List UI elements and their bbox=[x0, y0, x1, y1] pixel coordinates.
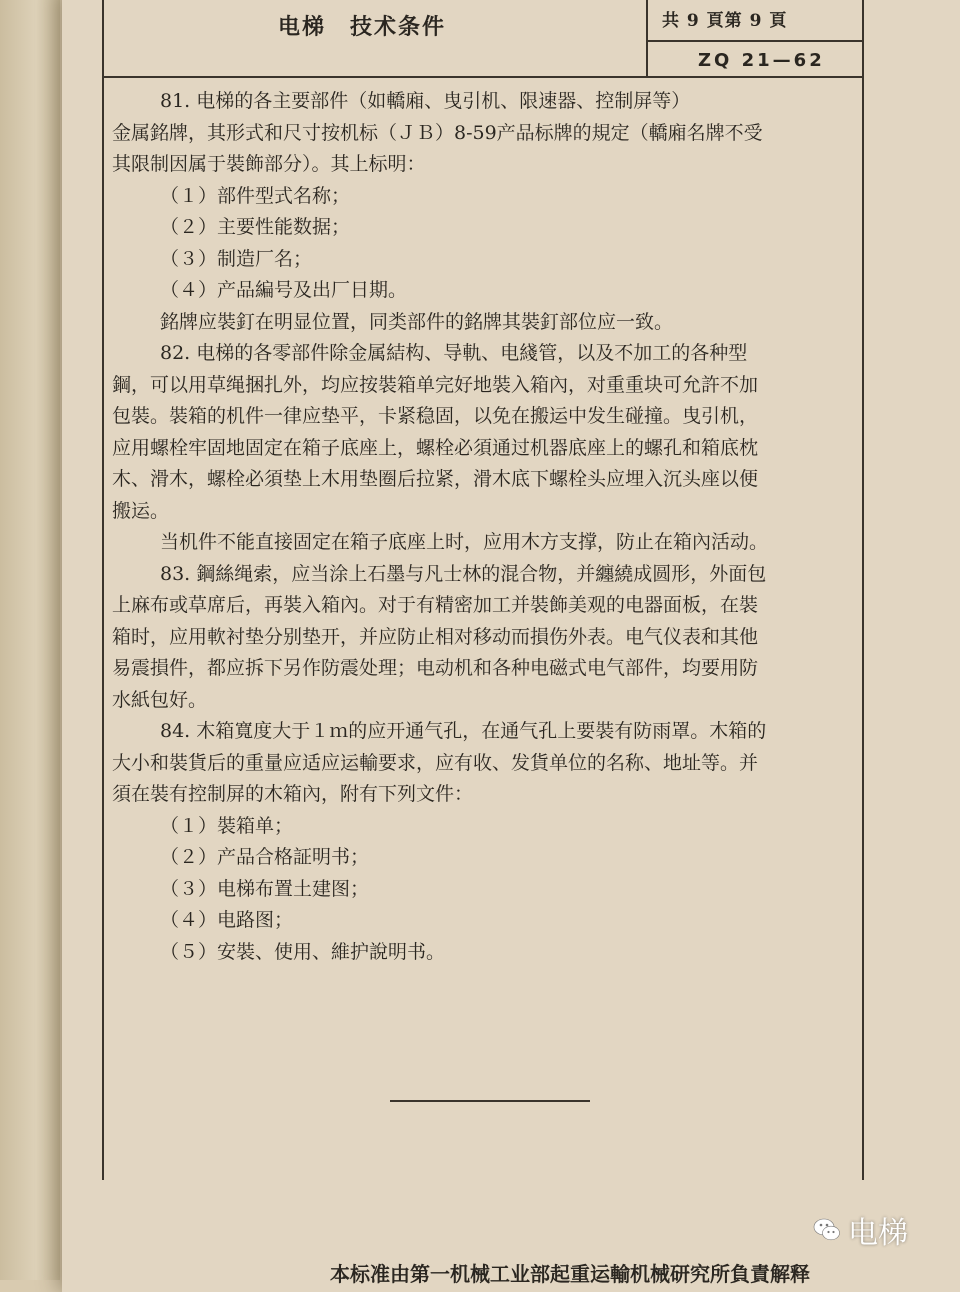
paragraph-line: 大小和裝貨后的重量应适应运輸要求，应有收、发貨单位的名称、地址等。并 bbox=[112, 751, 759, 774]
wechat-icon bbox=[812, 1215, 842, 1245]
paragraph-line: 木、滑木，螺栓必須垫上木用垫圈后拉紧，滑木底下螺栓头应埋入沉头座以便 bbox=[112, 468, 759, 490]
end-separator bbox=[390, 1100, 590, 1102]
header-divider-vertical bbox=[646, 0, 648, 78]
page-header bbox=[102, 0, 862, 78]
paragraph-line: 83. 鋼絲绳索，应当涂上石墨与凡士林的混合物，并纏繞成圆形，外面包 bbox=[160, 562, 767, 585]
paragraph-line: 銘牌应裝釘在明显位置，同类部件的銘牌其裝釘部位应一致。 bbox=[160, 310, 674, 333]
paragraph-line: 箱时，应用軟衬垫分别垫开，并应防止相对移动而損伤外表。电气仪表和其他 bbox=[112, 625, 759, 648]
paragraph-line: 易震損件，都应拆下另作防震处理；电动机和各种电磁式电气部件，均要用防 bbox=[112, 657, 759, 679]
header-divider-middle bbox=[648, 40, 862, 42]
footer-note: 本标准由第一机械工业部起重运輸机械研究所負責解释 bbox=[330, 1262, 810, 1286]
paragraph-line: 搬运。 bbox=[112, 499, 170, 522]
paragraph-line: 上麻布或草席后，再裝入箱內。对于有精密加工并裝飾美观的电器面板，在裝 bbox=[112, 594, 759, 616]
list-item: （１）裝箱单； bbox=[160, 814, 294, 837]
list-item: （４）产品編号及出厂日期。 bbox=[160, 279, 408, 301]
list-item: （３）制造厂名； bbox=[160, 247, 313, 270]
watermark bbox=[812, 1208, 908, 1252]
paragraph-line: 81. 电梯的各主要部件（如轎廂、曳引机、限速器、控制屏等） bbox=[160, 90, 691, 112]
watermark-text: 电梯 bbox=[848, 1216, 908, 1251]
body-text bbox=[112, 86, 852, 968]
table-background bbox=[0, 0, 60, 1280]
paragraph-line: 水紙包好。 bbox=[112, 688, 208, 711]
paragraph-line: 当机件不能直接固定在箱子底座上时，应用木方支撑，防止在箱內活动。 bbox=[160, 531, 769, 553]
list-item: （２）产品合格証明书； bbox=[160, 846, 370, 868]
paragraph-line: 須在裝有控制屏的木箱內，附有下列文件： bbox=[112, 783, 474, 805]
document-title: 电梯 技术条件 bbox=[278, 14, 447, 40]
header-divider-bottom bbox=[102, 76, 862, 78]
paragraph-line: 84. 木箱寬度大于１ｍ的应开通气孔，在通气孔上要裝有防雨罩。木箱的 bbox=[160, 720, 767, 742]
list-item: （４）电路图； bbox=[160, 909, 294, 931]
paragraph-line: 包裝。裝箱的机件一律应垫平，卡紧稳固，以免在搬运中发生碰撞。曳引机， bbox=[112, 405, 759, 427]
paragraph-line: 其限制因属于裝飾部分）。其上标明： bbox=[112, 153, 426, 175]
list-item: （２）主要性能数据； bbox=[160, 216, 351, 238]
list-item: （３）电梯布置土建图； bbox=[160, 877, 370, 900]
paragraph-line: 金属銘牌，其形式和尺寸按机标（ＪＢ）8-59产品标牌的規定（轎廂名牌不受 bbox=[112, 121, 763, 144]
list-item: （５）安裝、使用、維护說明书。 bbox=[160, 940, 446, 963]
paragraph-line: 应用螺栓牢固地固定在箱子底座上，螺栓必須通过机器底座上的螺孔和箱底枕 bbox=[112, 436, 759, 459]
list-item: （１）部件型式名称； bbox=[160, 184, 351, 207]
page-count: 共 9 頁第 9 頁 bbox=[662, 11, 788, 31]
paragraph-line: 82. 电梯的各零部件除金属結构、导軌、电綫管，以及不加工的各种型 bbox=[160, 342, 748, 364]
standard-code: ZQ 21—62 bbox=[698, 50, 825, 71]
paragraph-line: 鋼，可以用草绳捆扎外，均应按裝箱单完好地裝入箱內，对重重块可允許不加 bbox=[112, 373, 759, 396]
